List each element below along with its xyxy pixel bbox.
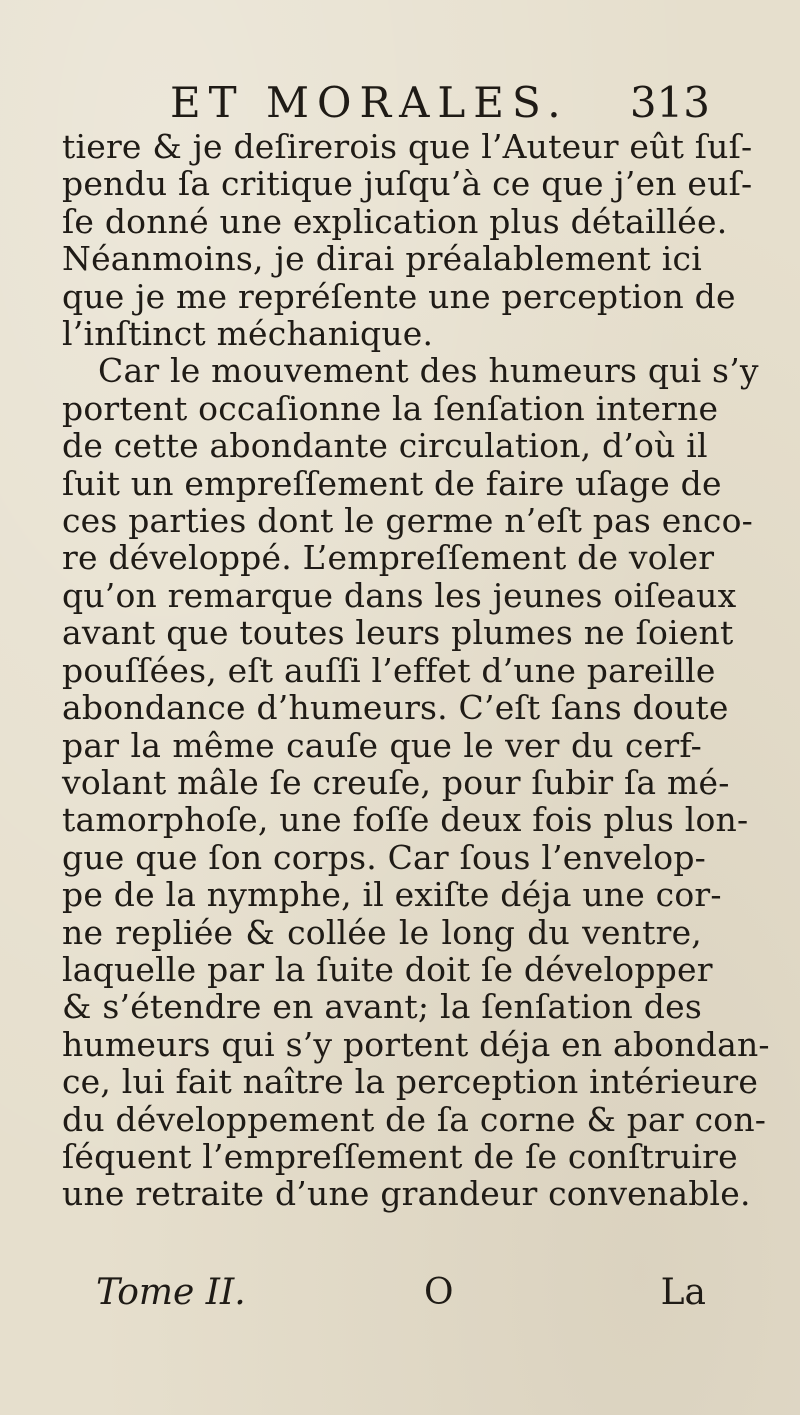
text-line: ſéquent l’empreſſement de ſe conſtruire — [62, 1136, 738, 1176]
text-line: & s’étendre en avant; la ſenſation des — [62, 987, 702, 1027]
signature-mark: O — [424, 1272, 454, 1313]
text-line: Néanmoins, je dirai préalablement ici — [62, 239, 702, 279]
text-line: pouſſées, eſt auſſi l’effet d’une pareille — [62, 650, 716, 690]
text-line: ſuit un empreſſement de faire uſage de — [62, 463, 722, 503]
text-line: l’inſtinct méchanique. — [62, 314, 434, 354]
text-line: avant que toutes leurs plumes ne ſoient — [62, 613, 734, 653]
text-line: pendu ſa critique juſqu’à ce que j’en euſ- — [62, 164, 753, 204]
volume-signature: Tome II. — [96, 1272, 246, 1313]
text-line: de cette abondante circulation, d’où il — [62, 426, 708, 466]
text-line: re développé. L’empreſſement de voler — [62, 538, 715, 578]
catchword: La — [660, 1272, 706, 1313]
body-text — [62, 127, 770, 1214]
text-line: pe de la nymphe, il exiſte déja une cor- — [62, 875, 722, 915]
text-line: du développement de ſa corne & par con- — [62, 1099, 767, 1139]
running-head: ET MORALES. — [170, 78, 569, 127]
text-line: volant mâle ſe creuſe, pour ſubir ſa mé- — [62, 762, 730, 802]
text-line: ce, lui fait naître la perception intérieure — [62, 1062, 759, 1102]
text-line: qu’on remarque dans les jeunes oiſeaux — [62, 575, 737, 615]
page-footer — [96, 1272, 706, 1320]
text-line: portent occaſionne la ſenſation interne — [62, 388, 719, 428]
text-line: gue que ſon corps. Car ſous l’envelop- — [62, 837, 707, 877]
text-line: ne repliée & collée le long du ventre, — [62, 912, 702, 952]
text-line: ces parties dont le germe n’eſt pas enco- — [62, 501, 754, 541]
page-number: 313 — [629, 78, 710, 127]
text-line: que je me repréſente une perception de — [62, 276, 736, 316]
text-line: une retraite d’une grandeur convenable. — [62, 1174, 751, 1214]
text-line: tamorphoſe, une foſſe deux fois plus lon- — [62, 800, 749, 840]
text-line: Car le mouvement des humeurs qui s’y — [98, 351, 759, 391]
text-line: abondance d’humeurs. C’eſt ſans doute — [62, 688, 729, 728]
text-line: tiere & je deſirerois que l’Auteur eût ſuſ- — [62, 127, 753, 166]
text-line: par la même cauſe que le ver du cerf- — [62, 725, 702, 765]
text-line: humeurs qui s’y portent déja en abondan- — [62, 1024, 770, 1064]
text-line: laquelle par la ſuite doit ſe développer — [62, 949, 713, 989]
page-header — [170, 70, 710, 130]
text-line: ſe donné une explication plus détaillée. — [62, 201, 728, 241]
